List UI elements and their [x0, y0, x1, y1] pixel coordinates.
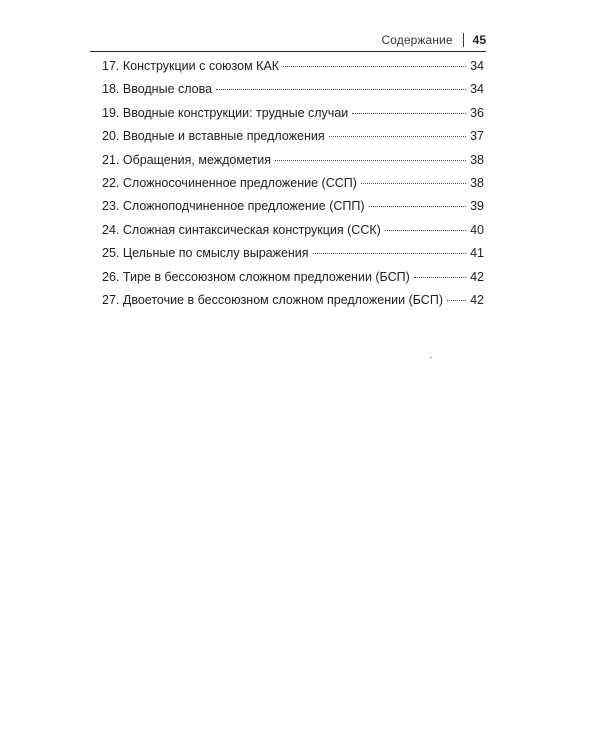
toc-entry-title	[102, 266, 410, 289]
toc-entry-number: 23.	[102, 199, 120, 214]
toc-entry-text: Конструкции с союзом КАК	[122, 59, 280, 73]
toc-entry-page: 38	[470, 152, 484, 167]
toc-entry-title	[102, 125, 325, 148]
toc-entry-page: 39	[470, 199, 484, 214]
toc-entry-page: 38	[470, 175, 484, 190]
toc-entry-title	[102, 78, 212, 101]
toc-dot-leader	[385, 230, 466, 231]
paper-speck	[430, 357, 432, 358]
toc-entry-number: 22.	[102, 175, 120, 190]
toc-entry	[102, 78, 484, 101]
toc-entry-page: 37	[470, 129, 484, 144]
toc-entry	[102, 242, 484, 265]
toc-entry-title	[102, 149, 271, 172]
toc-dot-leader	[283, 66, 466, 67]
toc-dot-leader	[275, 160, 466, 161]
toc-entry	[102, 219, 484, 242]
toc-entry-number: 27.	[102, 292, 120, 307]
toc-entry-title	[102, 219, 381, 242]
toc-entry-text: Тире в бессоюзном сложном предложении (БСП)	[122, 269, 410, 284]
toc-entry-page: 34	[470, 82, 484, 97]
toc-entry	[102, 125, 484, 148]
toc-entry-page: 42	[470, 292, 484, 307]
toc-entry-text: Сложносочиненное предложение (ССП)	[122, 175, 357, 190]
toc-entry	[102, 102, 484, 125]
toc-dot-leader	[329, 136, 466, 137]
toc-entry-title	[102, 102, 348, 125]
toc-entry-page: 42	[470, 269, 484, 284]
running-header	[90, 29, 486, 52]
toc-entry-title	[102, 55, 279, 78]
toc-entry-number: 21.	[102, 152, 120, 167]
toc-entry-number: 20.	[102, 129, 120, 144]
toc-entry-number: 18.	[102, 82, 120, 97]
toc-entry-page: 40	[470, 222, 484, 237]
toc-entry-number: 19.	[102, 105, 120, 120]
toc-entry-page: 36	[470, 105, 484, 120]
toc-dot-leader	[447, 300, 466, 301]
toc-dot-leader	[352, 113, 466, 114]
toc-entry-text: Цельные по смыслу выражения	[122, 246, 309, 261]
toc-entry-text: Вводные слова	[122, 82, 213, 97]
toc-entry-number: 17.	[102, 59, 120, 73]
toc-entry-text: Вводные и вставные предложения	[122, 129, 325, 144]
header-divider	[463, 33, 464, 47]
toc-entry-number: 25.	[102, 246, 120, 261]
toc-entry-text: Сложноподчиненное предложение (СПП)	[122, 199, 365, 214]
table-of-contents	[102, 55, 484, 312]
toc-entry-number: 24.	[102, 222, 120, 237]
toc-entry-text: Вводные конструкции: трудные случаи	[122, 105, 349, 120]
toc-entry	[102, 149, 484, 172]
header-page-number: 45	[472, 33, 486, 47]
header-section-title: Содержание	[381, 33, 453, 47]
toc-entry-title	[102, 195, 365, 218]
toc-dot-leader	[361, 183, 466, 184]
toc-entry-title	[102, 172, 357, 195]
toc-dot-leader	[414, 277, 466, 278]
toc-dot-leader	[369, 206, 467, 207]
toc-entry	[102, 172, 484, 195]
toc-entry-number: 26.	[102, 269, 120, 284]
toc-dot-leader	[216, 89, 466, 90]
toc-entry	[102, 266, 484, 289]
toc-dot-leader	[313, 253, 467, 254]
toc-entry	[102, 55, 484, 78]
toc-entry-text: Обращения, междометия	[122, 152, 271, 167]
toc-entry-title	[102, 289, 443, 312]
toc-entry-text: Сложная синтаксическая конструкция (ССК)	[122, 222, 381, 237]
toc-entry-page: 41	[470, 246, 484, 261]
toc-entry	[102, 289, 484, 312]
toc-entry-text: Двоеточие в бессоюзном сложном предложении (БСП)	[122, 292, 443, 307]
toc-entry	[102, 195, 484, 218]
toc-entry-title	[102, 242, 309, 265]
toc-entry-page: 34	[470, 59, 484, 73]
